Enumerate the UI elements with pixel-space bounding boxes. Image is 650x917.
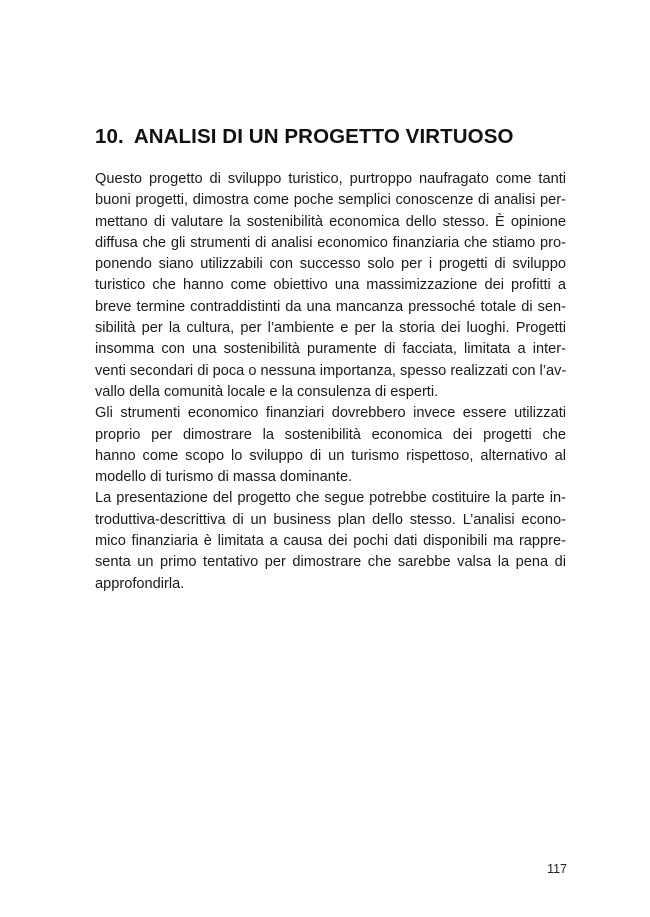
paragraph	[95, 169, 566, 403]
text-line: turistico che hanno come obiettivo una massimizzazione dei profitti a	[95, 277, 566, 294]
chapter-title: ANALISI DI UN PROGETTO VIRTUOSO	[133, 125, 514, 148]
text-line: sibilità per la cultura, per l’ambiente e per la storia dei luoghi. Progetti	[95, 320, 566, 337]
text-line: proprio per dimostrare la sostenibilità economica dei progetti che	[95, 426, 566, 443]
chapter-heading	[95, 125, 575, 149]
chapter-number: 10.	[95, 125, 124, 148]
text-line: buoni progetti, dimostra come poche semplici conoscenze di analisi per-	[95, 192, 566, 209]
text-line: diffusa che gli strumenti di analisi economico finanziaria che stiamo pro-	[95, 234, 566, 251]
paragraph	[95, 403, 566, 488]
text-line: mettano di valutare la sostenibilità economica dello stesso. È opinione	[95, 213, 566, 230]
text-line: La presentazione del progetto che segue potrebbe costituire la parte in-	[95, 490, 566, 507]
text-line: approfondirla.	[95, 575, 185, 592]
text-line: insomma con una sostenibilità puramente di facciata, limitata a inter-	[95, 341, 566, 358]
body-text	[95, 169, 566, 595]
text-line: modello di turismo di massa dominante.	[95, 469, 353, 486]
paragraph	[95, 488, 566, 594]
text-line: mico finanziaria è limitata a causa dei pochi dati disponibili ma rappre-	[95, 533, 566, 550]
text-line: venti secondari di poca o nessuna importanza, spesso realizzati con l’av-	[95, 362, 567, 379]
text-line: hanno come scopo lo sviluppo di un turismo rispettoso, alternativo al	[95, 447, 566, 464]
text-line: Questo progetto di sviluppo turistico, purtroppo naufragato come tanti	[95, 171, 566, 187]
text-line: senta un primo tentativo per dimostrare che sarebbe valsa la pena di	[95, 554, 566, 571]
text-line: ponendo siano utilizzabili con successo solo per i progetti di sviluppo	[95, 256, 566, 273]
text-line: troduttiva-descrittiva di un business plan dello stesso. L’analisi econo-	[95, 511, 566, 528]
page-number: 117	[547, 862, 567, 876]
text-line: vallo della comunità locale e la consulenza di esperti.	[95, 383, 439, 400]
text-line: Gli strumenti economico finanziari dovrebbero invece essere utilizzati	[95, 405, 566, 422]
text-line: breve termine contraddistinti da una mancanza pressoché totale di sen-	[95, 298, 566, 315]
